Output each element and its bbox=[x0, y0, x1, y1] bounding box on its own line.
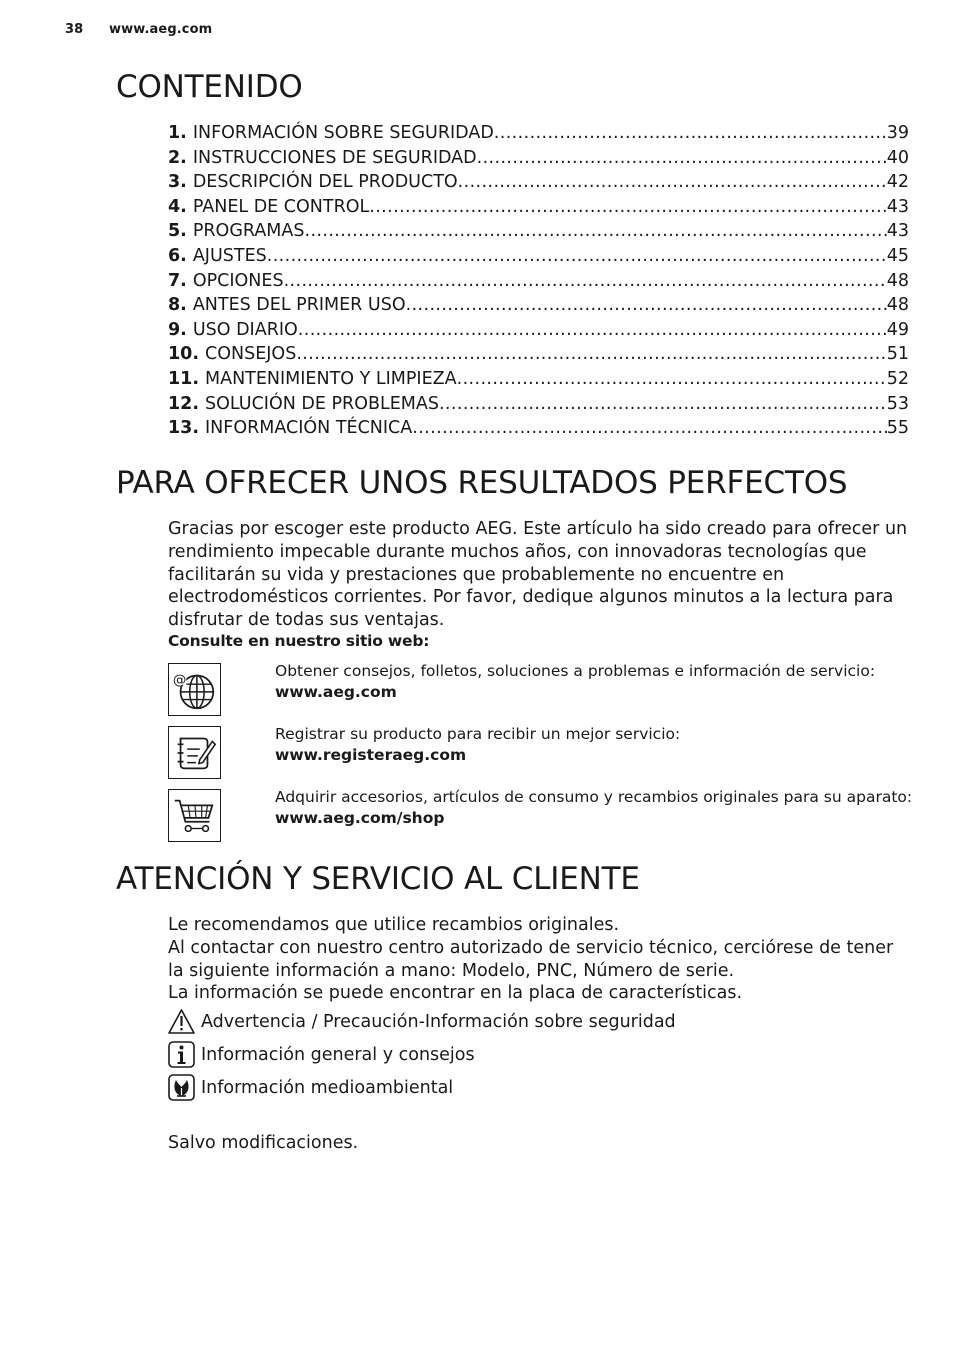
web-item-text: Adquirir accesorios, artículos de consumo y recambios originales para su aparato: bbox=[275, 788, 913, 806]
toc-leader bbox=[267, 244, 887, 269]
toc-item[interactable] bbox=[168, 121, 909, 146]
toc-number: 11. bbox=[168, 368, 200, 389]
register-pen-icon bbox=[168, 726, 221, 779]
toc-page: 43 bbox=[886, 196, 909, 217]
legend-label: Información medioambiental bbox=[201, 1077, 454, 1098]
table-of-contents bbox=[168, 121, 909, 441]
toc-number: 6. bbox=[168, 245, 187, 266]
info-icon bbox=[168, 1041, 195, 1068]
toc-page: 51 bbox=[886, 344, 909, 365]
toc-leader bbox=[296, 342, 886, 367]
shopping-cart-icon bbox=[168, 789, 221, 842]
web-item-text: Obtener consejos, folletos, soluciones a problemas e información de servicio: bbox=[275, 662, 876, 680]
toc-page: 48 bbox=[886, 295, 909, 316]
web-item-text: Registrar su producto para recibir un mejor servicio: bbox=[275, 725, 681, 743]
toc-leader bbox=[298, 318, 887, 343]
toc-item[interactable] bbox=[168, 269, 909, 294]
toc-number: 4. bbox=[168, 196, 187, 217]
toc-number: 2. bbox=[168, 147, 187, 168]
toc-item[interactable] bbox=[168, 146, 909, 171]
toc-leader bbox=[458, 170, 887, 195]
toc-page: 42 bbox=[886, 172, 909, 193]
toc-number: 1. bbox=[168, 123, 187, 143]
toc-leader bbox=[439, 392, 887, 417]
toc-item[interactable] bbox=[168, 342, 909, 367]
toc-number: 3. bbox=[168, 172, 187, 193]
service-title: ATENCIÓN Y SERVICIO AL CLIENTE bbox=[116, 861, 640, 897]
toc-number: 12. bbox=[168, 393, 200, 414]
legend-label: Información general y consejos bbox=[201, 1044, 475, 1065]
legend-environment bbox=[168, 1074, 453, 1101]
toc-title: MANTENIMIENTO Y LIMPIEZA bbox=[205, 368, 457, 389]
legend-info bbox=[168, 1041, 475, 1068]
toc-title: AJUSTES bbox=[192, 245, 267, 266]
toc-item[interactable] bbox=[168, 318, 909, 343]
toc-item[interactable] bbox=[168, 219, 909, 244]
toc-title: INFORMACIÓN SOBRE SEGURIDAD bbox=[192, 123, 494, 143]
toc-item[interactable] bbox=[168, 416, 909, 441]
service-line: La información se puede encontrar en la placa de características. bbox=[168, 983, 743, 1004]
toc-leader bbox=[477, 146, 887, 171]
toc-number: 10. bbox=[168, 344, 200, 365]
toc-leader bbox=[494, 121, 887, 146]
legend-warning bbox=[168, 1008, 676, 1035]
toc-title: OPCIONES bbox=[192, 270, 284, 291]
toc-title: INSTRUCCIONES DE SEGURIDAD bbox=[192, 147, 477, 168]
toc-leader bbox=[369, 195, 886, 220]
toc-leader bbox=[457, 367, 887, 392]
consult-label: Consulte en nuestro sitio web: bbox=[168, 632, 430, 650]
toc-page: 40 bbox=[886, 147, 909, 168]
toc-number: 5. bbox=[168, 221, 187, 242]
toc-item[interactable] bbox=[168, 392, 909, 417]
service-line: Al contactar con nuestro centro autorizado de servicio técnico, cerciórese de tener la siguiente información a mano: Modelo, PNC, Número de serie. bbox=[168, 937, 894, 981]
toc-page: 45 bbox=[886, 245, 909, 266]
web-item-url[interactable]: www.registeraeg.com bbox=[275, 746, 467, 764]
toc-page: 43 bbox=[886, 221, 909, 242]
toc-title: USO DIARIO bbox=[192, 319, 298, 340]
page-number: 38 bbox=[65, 22, 84, 37]
toc-item[interactable] bbox=[168, 293, 909, 318]
toc-title: ANTES DEL PRIMER USO bbox=[192, 295, 406, 316]
toc-page: 39 bbox=[886, 123, 909, 143]
toc-item[interactable] bbox=[168, 367, 909, 392]
legend-label: Advertencia / Precaución-Información sobre seguridad bbox=[201, 1011, 676, 1032]
toc-item[interactable] bbox=[168, 170, 909, 195]
toc-leader bbox=[304, 219, 886, 244]
service-line: Le recomendamos que utilice recambios originales. bbox=[168, 915, 620, 935]
toc-leader bbox=[284, 269, 887, 294]
toc-title: DESCRIPCIÓN DEL PRODUCTO bbox=[192, 172, 458, 193]
toc-title: INFORMACIÓN TÉCNICA bbox=[205, 418, 413, 439]
toc-page: 49 bbox=[886, 319, 909, 340]
contents-title: CONTENIDO bbox=[116, 69, 303, 105]
toc-page: 55 bbox=[886, 418, 909, 439]
warning-triangle-icon bbox=[168, 1008, 195, 1035]
service-paragraph bbox=[168, 914, 913, 1005]
toc-number: 13. bbox=[168, 418, 200, 439]
page-header bbox=[65, 22, 212, 37]
web-item-url[interactable]: www.aeg.com/shop bbox=[275, 809, 445, 827]
toc-leader bbox=[406, 293, 887, 318]
toc-page: 53 bbox=[886, 393, 909, 414]
toc-page: 48 bbox=[886, 270, 909, 291]
globe-at-icon bbox=[168, 663, 221, 716]
results-title: PARA OFRECER UNOS RESULTADOS PERFECTOS bbox=[116, 465, 848, 501]
intro-paragraph: Gracias por escoger este producto AEG. Este artículo ha sido creado para ofrecer un rendimiento impecable durante muchos años, con innovadoras tecnologías que facilitarán su vida y prestaciones que probablemente no encuentre en electrodomésticos corrientes. Por favor, dedique algunos minutos a la lectura para disfrutar de todas sus ventajas. bbox=[168, 519, 908, 631]
toc-number: 8. bbox=[168, 295, 187, 316]
svg-text:@: @ bbox=[172, 672, 187, 689]
toc-number: 9. bbox=[168, 319, 187, 340]
toc-page: 52 bbox=[886, 368, 909, 389]
toc-title: SOLUCIÓN DE PROBLEMAS bbox=[205, 393, 439, 414]
toc-title: PROGRAMAS bbox=[192, 221, 305, 242]
toc-item[interactable] bbox=[168, 195, 909, 220]
toc-number: 7. bbox=[168, 270, 187, 291]
web-item-url[interactable]: www.aeg.com bbox=[275, 683, 397, 701]
toc-title: CONSEJOS bbox=[205, 344, 297, 365]
toc-leader bbox=[412, 416, 886, 441]
toc-item[interactable] bbox=[168, 244, 909, 269]
environment-leaf-icon bbox=[168, 1074, 195, 1101]
site-url[interactable]: www.aeg.com bbox=[109, 22, 213, 37]
toc-title: PANEL DE CONTROL bbox=[192, 196, 370, 217]
footer-note: Salvo modificaciones. bbox=[168, 1133, 359, 1153]
